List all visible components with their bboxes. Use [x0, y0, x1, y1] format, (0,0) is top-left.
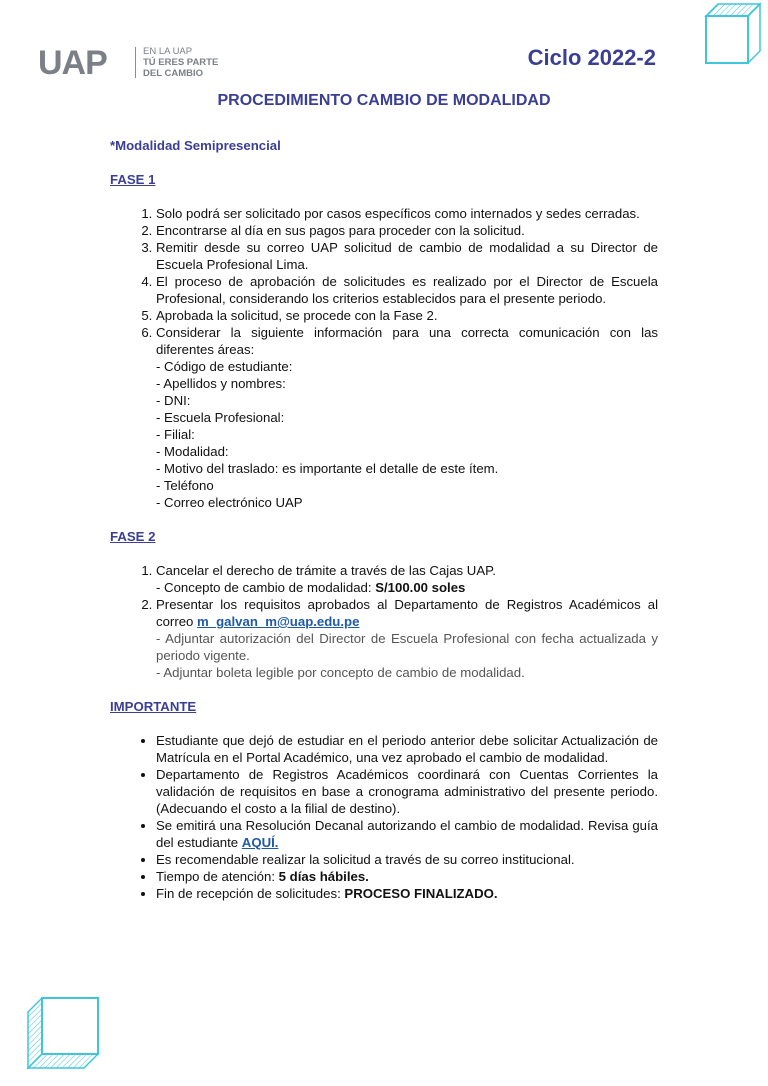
- list-item: 3. Remitir desde su correo UAP solicitud de cambio de modalidad a su Director de Escuela Profesional Lima.: [156, 239, 658, 273]
- modality-subtitle: *Modalidad Semipresencial: [110, 138, 281, 153]
- fase2-heading: FASE 2: [110, 529, 156, 544]
- fase2-list: [110, 562, 658, 681]
- list-item-text: Se emitirá una Resolución Decanal autorizando el cambio de modalidad. Revisa guía del estudiante: [156, 818, 658, 850]
- importante-list: [110, 732, 658, 902]
- list-item-text: Fin de recepción de solicitudes:: [156, 886, 345, 901]
- logo-tag-line: TÚ ERES PARTE: [143, 57, 219, 68]
- requirement-note: - Adjuntar boleta legible por concepto de cambio de modalidad.: [156, 665, 525, 680]
- cycle-label: Ciclo 2022-2: [527, 45, 656, 70]
- list-item: • Es recomendable realizar la solicitud a través de su correo institucional.: [156, 851, 658, 868]
- logo-divider: [135, 47, 136, 78]
- logo-tag-line: EN LA UAP: [143, 46, 193, 57]
- list-item-text: Cancelar el derecho de trámite a través de las Cajas UAP.: [156, 563, 496, 578]
- list-item: [156, 324, 658, 511]
- document-body: [110, 137, 658, 902]
- importante-heading: IMPORTANTE: [110, 699, 197, 714]
- list-item: [156, 562, 658, 596]
- logo-tag-line: DEL CAMBIO: [143, 68, 203, 79]
- list-item: [156, 885, 658, 902]
- info-field: - Modalidad:: [156, 444, 229, 459]
- requirement-note: - Adjuntar autorización del Director de Escuela Profesional con fecha actualizada y periodo vigente.: [156, 631, 658, 663]
- logo-tagline: [143, 46, 218, 79]
- list-item-text: Considerar la siguiente información para una correcta comunicación con las diferentes áreas:: [156, 325, 658, 357]
- list-item: [156, 817, 658, 851]
- fase1-list: [110, 205, 658, 511]
- info-field: - Filial:: [156, 427, 195, 442]
- payment-concept-label: - Concepto de cambio de modalidad:: [156, 580, 376, 595]
- info-field: - Motivo del traslado: es importante el detalle de este ítem.: [156, 461, 499, 476]
- info-field: - DNI:: [156, 393, 191, 408]
- reception-status: PROCESO FINALIZADO.: [344, 886, 498, 901]
- list-item: [156, 868, 658, 885]
- page-title: PROCEDIMIENTO CAMBIO DE MODALIDAD: [217, 92, 551, 109]
- info-field: - Apellidos y nombres:: [156, 376, 286, 391]
- info-field: - Escuela Profesional:: [156, 410, 285, 425]
- fase1-heading: FASE 1: [110, 172, 156, 187]
- email-link[interactable]: m_galvan_m@uap.edu.pe: [197, 614, 360, 629]
- logo-mark: UAP: [38, 44, 107, 82]
- list-item-text: Presentar los requisitos aprobados al Departamento de Registros Académicos al correo: [156, 597, 658, 629]
- list-item-text: Tiempo de atención:: [156, 869, 279, 884]
- student-guide-link[interactable]: AQUÍ.: [241, 835, 279, 850]
- list-item: 2. Encontrarse al día en sus pagos para proceder con la solicitud.: [156, 222, 658, 239]
- cube-outline-icon: [704, 2, 762, 65]
- cube-outline-icon: [26, 996, 100, 1070]
- list-item: [156, 596, 658, 681]
- attention-time: 5 días hábiles.: [278, 869, 369, 884]
- payment-amount: S/100.00 soles: [375, 580, 466, 595]
- list-item: • Departamento de Registros Académicos coordinará con Cuentas Corrientes la validación de requisitos en base a cronograma administrativo del presente periodo. (Adecuando el costo a la filial de destino).: [156, 766, 658, 817]
- list-item: 1. Solo podrá ser solicitado por casos específicos como internados y sedes cerradas.: [156, 205, 658, 222]
- info-field: - Correo electrónico UAP: [156, 495, 303, 510]
- info-field: - Teléfono: [156, 478, 214, 493]
- list-item: 5. Aprobada la solicitud, se procede con la Fase 2.: [156, 307, 658, 324]
- payment-concept: [156, 579, 658, 596]
- list-item: • Estudiante que dejó de estudiar en el periodo anterior debe solicitar Actualización de Matrícula en el Portal Académico, una vez aprobado el cambio de modalidad.: [156, 732, 658, 766]
- list-item: 4. El proceso de aprobación de solicitudes es realizado por el Director de Escuela Profesional, considerando los criterios establecidos para el presente periodo.: [156, 273, 658, 307]
- info-field: - Código de estudiante:: [156, 359, 293, 374]
